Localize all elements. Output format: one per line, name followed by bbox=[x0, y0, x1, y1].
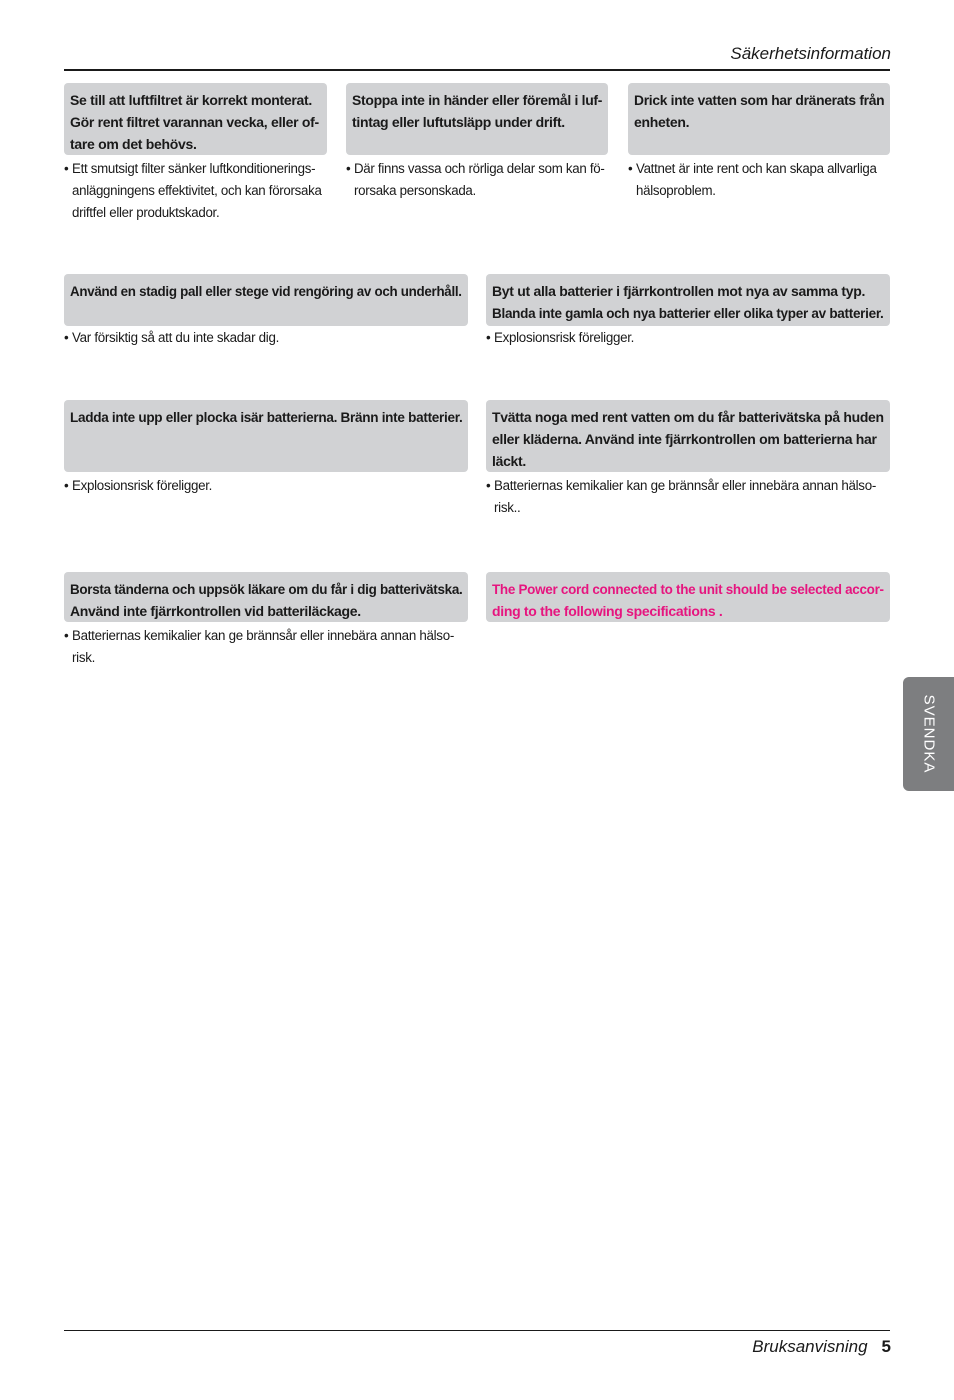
warning-box-1 bbox=[64, 83, 327, 155]
warning-heading-line: Tvätta noga med rent vatten om du får batterivätska på huden bbox=[492, 409, 884, 425]
bullet: • bbox=[64, 628, 69, 643]
warning-note-5 bbox=[486, 327, 890, 349]
warning-heading-line: Använd inte fjärrkontrollen vid batteriläckage. bbox=[70, 603, 361, 619]
note-line: Explosionsrisk föreligger. bbox=[494, 330, 635, 345]
warning-box-6 bbox=[64, 400, 468, 472]
warning-heading-line: Se till att luftfiltret är korrekt monterat. bbox=[70, 92, 312, 108]
bullet: • bbox=[64, 330, 69, 345]
warning-note-8 bbox=[64, 625, 468, 669]
note-line: anläggningens effektivitet, och kan förorsaka bbox=[72, 183, 322, 198]
warning-note-4 bbox=[64, 327, 468, 349]
warning-box-7 bbox=[486, 400, 890, 472]
warning-heading-line: eller kläderna. Använd inte fjärrkontrollen om batterierna har bbox=[492, 431, 877, 447]
section-title: Säkerhetsinformation bbox=[730, 44, 891, 63]
warning-box-9 bbox=[486, 572, 890, 622]
language-tab bbox=[903, 677, 954, 791]
note-line: risk.. bbox=[494, 500, 521, 515]
warning-heading-line: Blanda inte gamla och nya batterier eller olika typer av batterier. bbox=[492, 305, 884, 321]
warning-box-8 bbox=[64, 572, 468, 622]
manual-label: Bruksanvisning bbox=[752, 1337, 868, 1356]
note-line: Batteriernas kemikalier kan ge brännsår eller innebära annan hälso- bbox=[494, 478, 876, 493]
note-line: Batteriernas kemikalier kan ge brännsår eller innebära annan hälso- bbox=[72, 628, 454, 643]
warning-heading-line: Byt ut alla batterier i fjärrkontrollen mot nya av samma typ. bbox=[492, 283, 866, 299]
note-line: Explosionsrisk föreligger. bbox=[72, 478, 213, 493]
bullet: • bbox=[64, 478, 69, 493]
bullet: • bbox=[64, 161, 69, 176]
bullet: • bbox=[486, 330, 491, 345]
warning-note-6 bbox=[64, 475, 468, 497]
warning-box-3 bbox=[628, 83, 890, 155]
warning-heading-line: Använd en stadig pall eller stege vid rengöring av och underhåll. bbox=[70, 283, 462, 299]
bullet: • bbox=[628, 161, 633, 176]
header-rule bbox=[64, 69, 890, 71]
warning-heading-line: läckt. bbox=[492, 453, 526, 469]
warning-box-5 bbox=[486, 274, 890, 326]
warning-heading-line: enheten. bbox=[634, 114, 690, 130]
footer bbox=[752, 1337, 891, 1357]
warning-heading-line: Stoppa inte in händer eller föremål i luf- bbox=[352, 92, 603, 108]
note-line: Ett smutsigt filter sänker luftkonditionerings- bbox=[72, 161, 316, 176]
bullet: • bbox=[346, 161, 351, 176]
footer-rule bbox=[64, 1330, 890, 1331]
warning-heading-line: Gör rent filtret varannan vecka, eller of- bbox=[70, 114, 319, 130]
note-line: hälsoproblem. bbox=[636, 183, 716, 198]
note-line: driftfel eller produktskador. bbox=[72, 205, 220, 220]
note-line: Var försiktig så att du inte skadar dig. bbox=[72, 330, 279, 345]
warning-heading-line: ding to the following specifications . bbox=[492, 603, 723, 619]
note-line: rorsaka personskada. bbox=[354, 183, 476, 198]
warning-heading-line: tare om det behövs. bbox=[70, 136, 197, 152]
language-tab-label: SVENDKA bbox=[920, 694, 937, 774]
page-number: 5 bbox=[881, 1337, 891, 1356]
bullet: • bbox=[486, 478, 491, 493]
note-line: risk. bbox=[72, 650, 96, 665]
warning-heading-line: Drick inte vatten som har dränerats från bbox=[634, 92, 885, 108]
warning-note-2 bbox=[346, 158, 616, 202]
warning-note-7 bbox=[486, 475, 890, 519]
warning-box-4 bbox=[64, 274, 468, 326]
warning-note-1 bbox=[64, 158, 334, 224]
warning-box-2 bbox=[346, 83, 608, 155]
warning-note-3 bbox=[628, 158, 890, 202]
warning-heading-line: tintag eller luftutsläpp under drift. bbox=[352, 114, 565, 130]
warning-heading-line: The Power cord connected to the unit should be selected accor- bbox=[492, 581, 884, 597]
note-line: Där finns vassa och rörliga delar som kan fö- bbox=[354, 161, 605, 176]
warning-heading-line: Ladda inte upp eller plocka isär batterierna. Bränn inte batterier. bbox=[70, 409, 463, 425]
note-line: Vattnet är inte rent och kan skapa allvarliga bbox=[636, 161, 877, 176]
warning-heading-line: Borsta tänderna och uppsök läkare om du får i dig batterivätska. bbox=[70, 581, 463, 597]
